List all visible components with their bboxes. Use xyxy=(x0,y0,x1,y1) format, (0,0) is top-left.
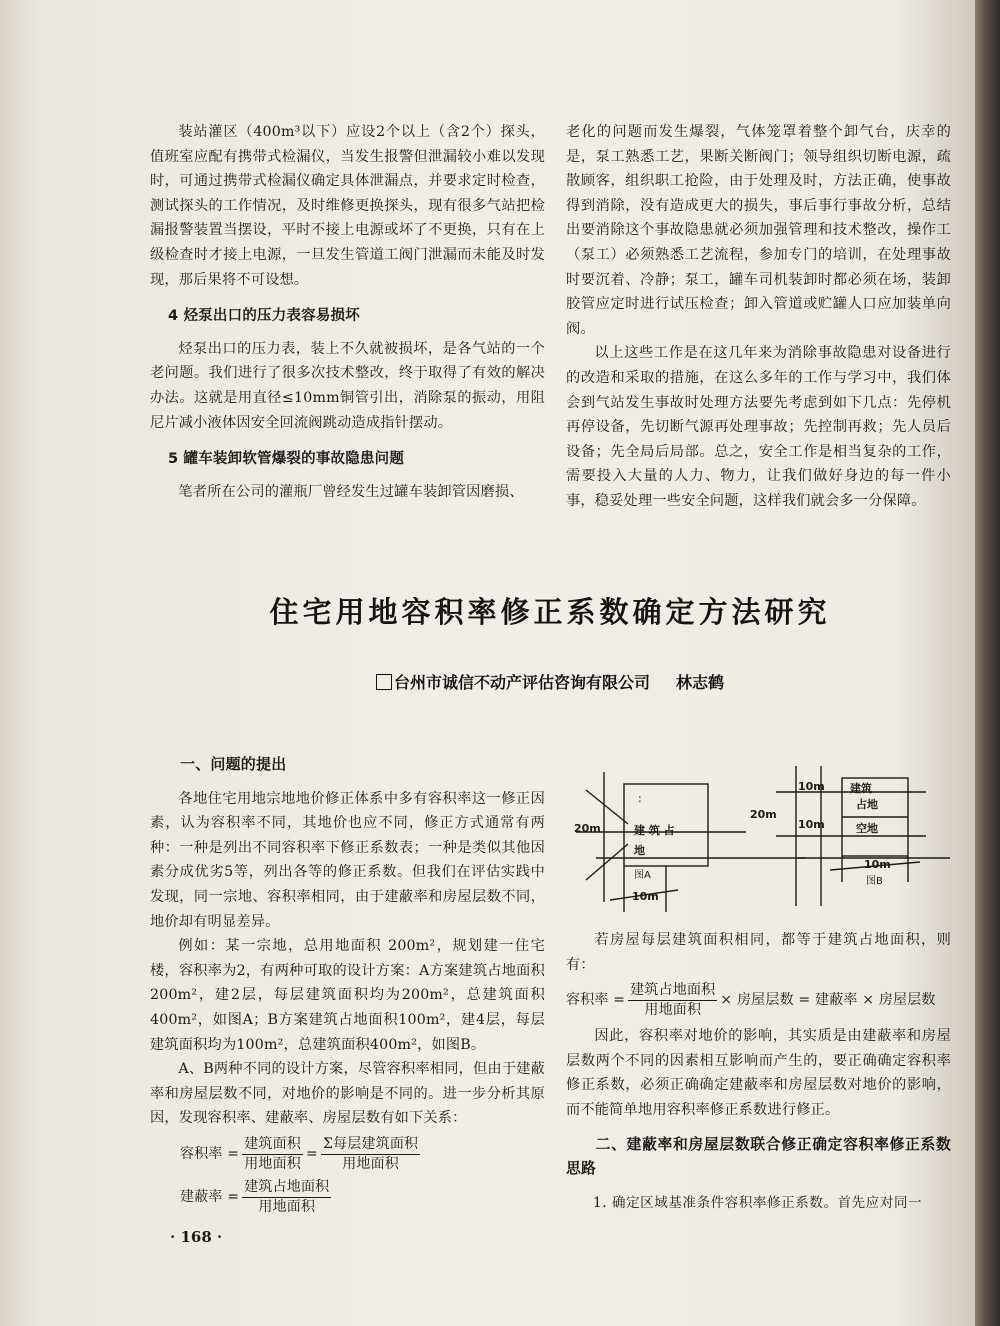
building-a-label-2: 地 xyxy=(634,844,645,857)
fraction xyxy=(321,1135,420,1174)
author-box-icon xyxy=(376,674,392,690)
bottom-right-column xyxy=(566,928,951,1215)
page-number: · 168 · xyxy=(170,1228,223,1246)
figure-a-caption: 图A xyxy=(634,870,651,881)
formula-lhs: 容积率 = xyxy=(180,1146,240,1163)
dim-label-b-top: 10m xyxy=(798,780,825,793)
paragraph: 笔者所在公司的灌瓶厂曾经发生过罐车装卸管因磨损、 xyxy=(178,483,524,500)
bottom-left-column xyxy=(150,752,545,1221)
fraction-denominator: 用地面积 xyxy=(342,1155,399,1172)
fraction-numerator: 建筑占地面积 xyxy=(242,1178,331,1198)
dim-label-b-bottom: 10m xyxy=(864,858,891,871)
figure-a xyxy=(576,772,806,912)
formula-lhs: 容积率 = xyxy=(566,992,626,1009)
site-diagram xyxy=(566,762,956,922)
fraction-denominator: 用地面积 xyxy=(258,1198,316,1215)
building-b-label-2: 占地 xyxy=(856,798,878,811)
article-title: 住宅用地容积率修正系数确定方法研究 xyxy=(269,595,831,629)
paragraph: 以上这些工作是在这几年来为消除事故隐患对设备进行的改造和采取的措施，在这么多年的工作与学习中，我们体会到气站发生事故时处理方法要先考虑到如下几点：先停机再停设备，先切断气源再处理事故；先控制再救；先人员后设备；先全局后局部。总之，安全工作是相当复杂的工作，需要投入大量的人力、物力，让我们做好身边的每一件小事，稳妥处理一些安全问题，这样我们就会多一分保障。 xyxy=(566,345,951,509)
building-b-label-1: 建筑 xyxy=(850,782,872,795)
author-name: 林志鹤 xyxy=(676,673,725,692)
fraction xyxy=(628,981,717,1020)
building-a-label-1: 建 筑 占 xyxy=(634,824,675,837)
paragraph: 例如：某一宗地，总用地面积 200m²，规划建一住宅楼，容积率为2，有两种可取的设计方案：A方案建筑占地面积200m²，建2层，每层建筑面积均为200m²，总建筑面积400m²，如图A；B方案建筑占地面积100m²，建4层，每层建筑面积均为100m²，总建筑面积400m²，如图B。 xyxy=(150,938,545,1053)
paragraph: 若房屋每层建筑面积相同，都等于建筑占地面积，则有： xyxy=(566,932,951,973)
building-b-label-3: 空地 xyxy=(856,822,878,835)
formula-equals: = xyxy=(306,1146,318,1163)
fraction xyxy=(242,1135,303,1174)
paragraph: 因此，容积率对地价的影响，其实质是由建蔽率和房屋层数两个不同的因素相互影响而产生的，要正确确定容积率修正系数，必须正确确定建蔽率和房屋层数对地价的影响，而不能简单地用容积率修正系数进行修正。 xyxy=(566,1028,951,1118)
dim-label-a-left: 20m xyxy=(574,822,601,835)
dim-line xyxy=(586,790,628,824)
paragraph: 装站灌区（400m³以下）应设2个以上（含2个）探头，值班室应配有携带式检漏仪，当发生报警但泄漏较小难以发现时，可通过携带式检漏仪确定具体泄漏点，并要求定时检查，测试探头的工作情况，及时维修更换探头，现有很多气站把检漏报警装置当摆设，平时不接上电源或坏了不更换，只有在上级检查时才接上电源，一旦发生管道工阀门泄漏而未能及时发现，那后果将不可设想。 xyxy=(150,124,545,288)
fraction-numerator: 建筑占地面积 xyxy=(628,981,717,1001)
book-spine xyxy=(975,0,1000,1326)
figure-b-caption: 图B xyxy=(866,876,883,887)
fraction-denominator: 用地面积 xyxy=(644,1002,702,1019)
formula-plot-ratio xyxy=(180,1135,545,1174)
subheading-4: 4 烃泵出口的压力表容易损坏 xyxy=(168,308,360,325)
fraction-numerator: 建筑面积 xyxy=(242,1135,303,1155)
dim-label-a-bottom: 10m xyxy=(632,890,659,903)
fraction-denominator: 用地面积 xyxy=(244,1155,301,1172)
fraction-numerator: Σ每层建筑面积 xyxy=(321,1135,420,1155)
fraction xyxy=(242,1178,331,1217)
top-right-column xyxy=(566,120,951,514)
author-org: 台州市诚信不动产评估咨询有限公司 xyxy=(393,673,650,692)
dim-line xyxy=(586,844,628,880)
paragraph: 烃泵出口的压力表，装上不久就被损坏，是各气站的一个老问题。我们进行了很多次技术整改，终于取得了有效的解决办法。这就是用直径≤10mm铜管引出，消除泵的振动，用阻尼片减小液体因安全回流阀跳动造成指针摆动。 xyxy=(150,340,545,431)
diagram-dots: : xyxy=(638,792,642,805)
dim-label-b-left: 20m xyxy=(750,808,777,821)
section-heading-1: 一、问题的提出 xyxy=(180,755,287,773)
formula-rhs: × 房屋层数 = 建蔽率 × 房屋层数 xyxy=(720,992,936,1009)
paragraph: 老化的问题而发生爆裂，气体笼罩着整个卸气台，庆幸的是，泵工熟悉工艺，果断关断阀门；领导组织切断电源，疏散顾客，组织职工抢险，由于处理及时，方法正确，使事故得到消除，没有造成更大的损失，事后事行事故分析，总结出要消除这个事故隐患就必须加强管理和技术整改，操作工（泵工）必须熟悉工艺流程，参加专门的培训，在处理事故时要沉着、冷静；泵工，罐车司机装卸时都必须在场，装卸胶管应定时进行试压检查；卸入管道或贮罐人口应加装单向阀。 xyxy=(566,124,951,337)
dim-label-b-mid: 10m xyxy=(798,818,825,831)
top-left-column xyxy=(150,120,545,504)
formula-lhs: 建蔽率 = xyxy=(180,1189,240,1206)
paragraph: 各地住宅用地宗地地价修正体系中多有容积率这一修正因素，认为容积率不同，其地价也应不同，修正方式通常有两种：一种是列出不同容积率下修正系数表；一种是类似其他因素分成优劣5等，列出各等的修正系数。但我们在评估实践中发现，同一宗地、容积率相同，由于建蔽率和房屋层数不同，地价却有明显差异。 xyxy=(150,790,545,930)
subheading-5: 5 罐车装卸软管爆裂的事故隐患问题 xyxy=(168,451,405,468)
list-item-1: 1. 确定区域基准条件容积率修正系数。首先应对同一 xyxy=(593,1194,923,1211)
formula-plot-ratio-derived xyxy=(566,981,951,1020)
formula-coverage-ratio xyxy=(180,1178,545,1217)
paragraph: A、B两种不同的设计方案，尽管容积率相同，但由于建蔽率和房屋层数不同，对地价的影响是不同的。进一步分析其原因，发现容积率、建蔽率、房屋层数有如下关系： xyxy=(150,1061,545,1127)
article-author xyxy=(150,670,950,693)
section-heading-2: 二、建蔽率和房屋层数联合修正确定容积率修正系数思路 xyxy=(566,1135,951,1177)
